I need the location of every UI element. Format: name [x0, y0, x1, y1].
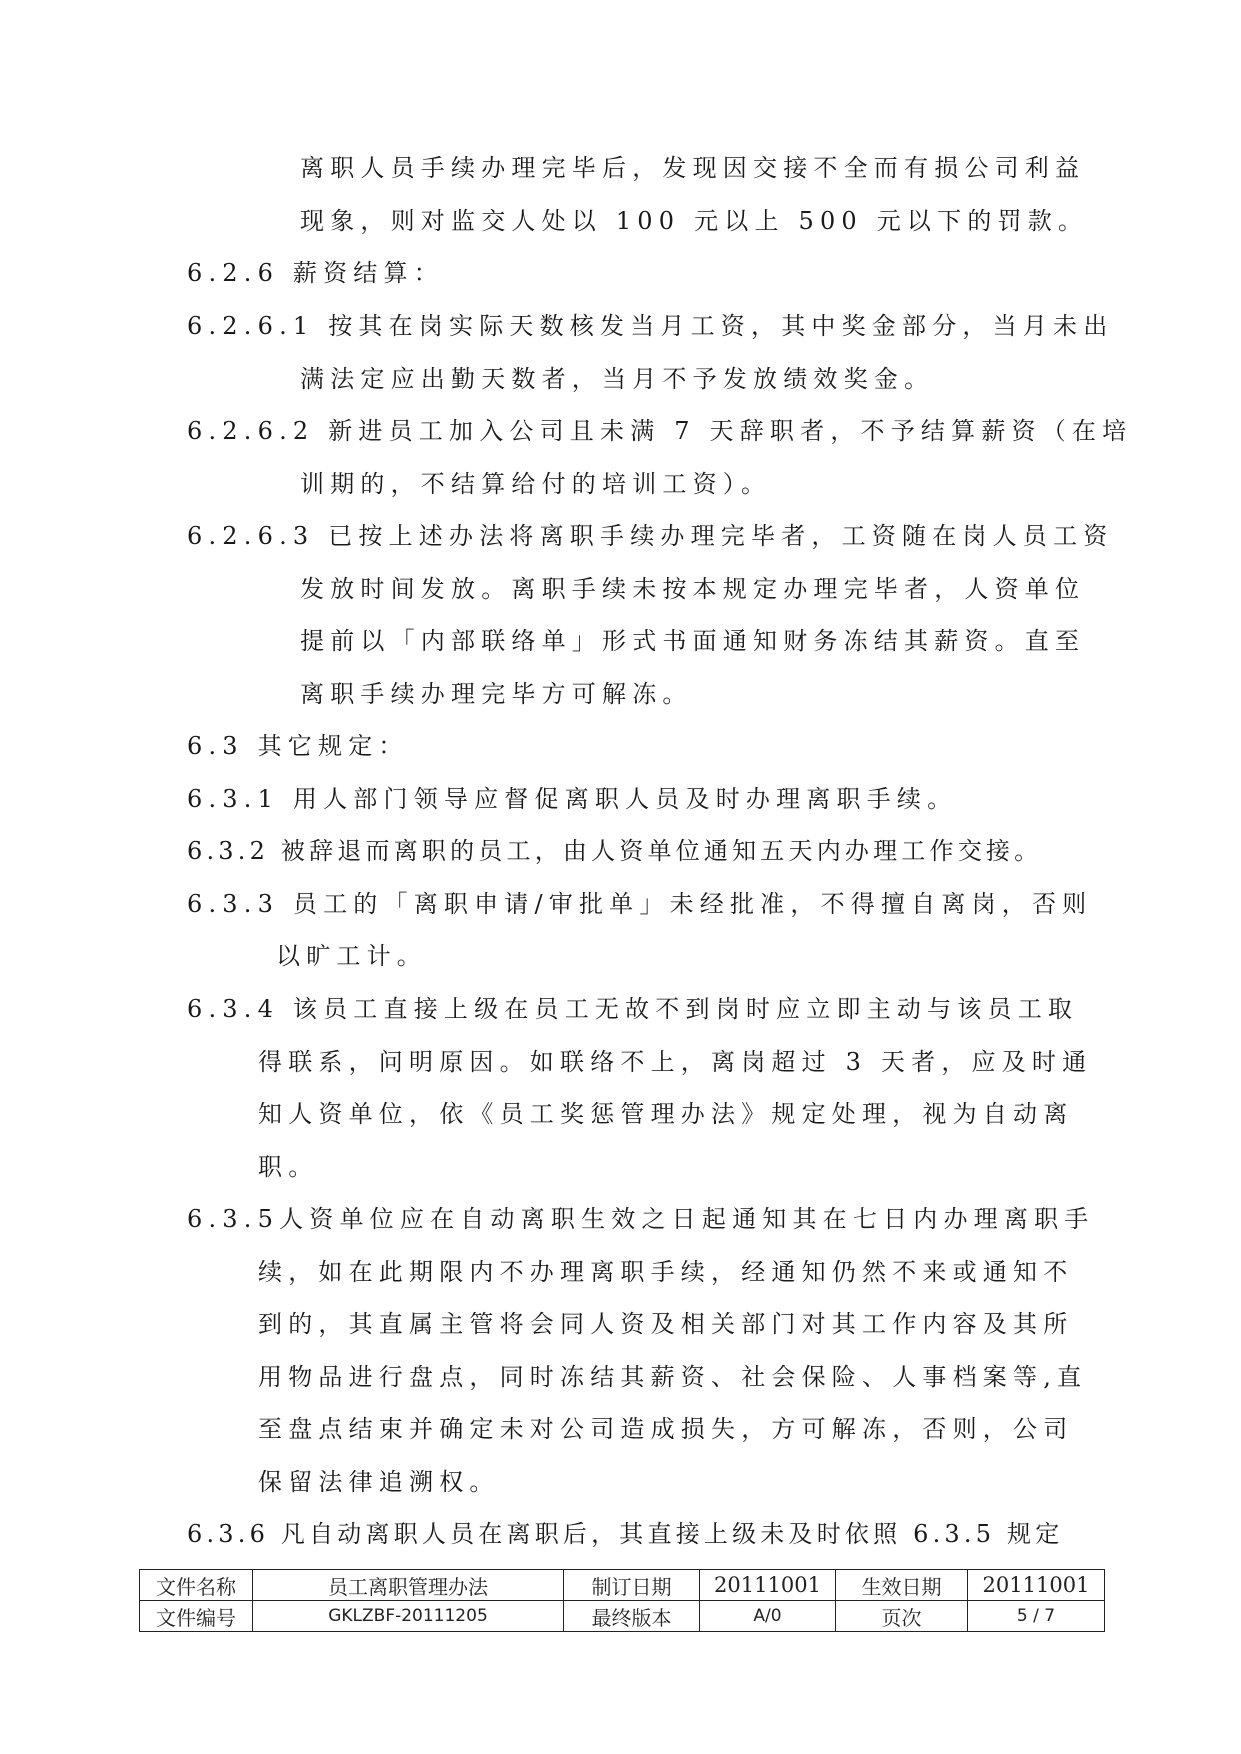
body-line: 保留法律追溯权。: [258, 1468, 500, 1496]
label-effective-date: 生效日期: [836, 1570, 968, 1601]
section-heading: 6.3 其它规定：: [187, 732, 409, 760]
body-line: 续，如在此期限内不办理离职手续，经通知仍然不来或通知不: [258, 1258, 1074, 1286]
body-line: 满法定应出勤天数者，当月不予发放绩效奖金。: [300, 365, 935, 393]
body-line: 6.3.4 该员工直接上级在员工无故不到岗时应立即主动与该员工取: [187, 995, 1079, 1023]
body-line: 到的，其直属主管将会同人资及相关部门对其工作内容及其所: [258, 1310, 1074, 1338]
body-line: 得联系，问明原因。如联络不上，离岗超过 3 天者，应及时通: [258, 1048, 1093, 1076]
doc-name: 员工离职管理办法: [253, 1570, 564, 1601]
label-doc-name: 文件名称: [140, 1570, 253, 1601]
body-line: 6.3.5人资单位应在自动离职生效之日起通知其在七日内办理离职手: [187, 1205, 1095, 1233]
label-final-version: 最终版本: [564, 1601, 700, 1632]
body-line: 6.2.6.2 新进员工加入公司且未满 7 天辞职者，不予结算薪资（在培: [187, 417, 1133, 445]
body-line: 6.3.3 员工的「离职申请/审批单」未经批准，不得擅自离岗，否则: [187, 890, 1093, 918]
info-row: [140, 1570, 1105, 1601]
body-line: 职。: [258, 1153, 319, 1181]
body-line: 发放时间发放。离职手续未按本规定办理完毕者，人资单位: [300, 575, 1086, 603]
body-line: 6.3.6 凡自动离职人员在离职后，其直接上级未及时依照 6.3.5 规定: [187, 1520, 1064, 1548]
body-line: 现象，则对监交人处以 100 元以上 500 元以下的罚款。: [300, 207, 1089, 235]
doc-code: GKLZBF-20111205: [253, 1601, 564, 1632]
page-number: 5 / 7: [968, 1601, 1105, 1632]
body-line: 6.3.2 被辞退而离职的员工，由人资单位通知五天内办理工作交接。: [187, 837, 1043, 865]
body-line: 6.2.6.1 按其在岗实际天数核发当月工资，其中奖金部分，当月未出: [187, 312, 1114, 340]
body-line: 离职人员手续办理完毕后，发现因交接不全而有损公司利益: [300, 154, 1086, 182]
body-line: 提前以「内部联络单」形式书面通知财务冻结其薪资。直至: [300, 627, 1086, 655]
made-date: 20111001: [700, 1570, 836, 1601]
body-line: 知人资单位，依《员工奖惩管理办法》规定处理，视为自动离: [258, 1100, 1074, 1128]
body-line: 离职手续办理完毕方可解冻。: [300, 680, 693, 708]
label-page: 页次: [836, 1601, 968, 1632]
effective-date: 20111001: [968, 1570, 1105, 1601]
label-made-date: 制订日期: [564, 1570, 700, 1601]
body-line: 用物品进行盘点，同时冻结其薪资、社会保险、人事档案等,直: [258, 1363, 1088, 1391]
body-line: 训期的，不结算给付的培训工资）。: [300, 470, 772, 498]
version: A/0: [700, 1601, 836, 1632]
body-line: 至盘点结束并确定未对公司造成损失，方可解冻，否则，公司: [258, 1415, 1074, 1443]
document-info-table: [139, 1569, 1105, 1632]
body-line: 6.3.1 用人部门领导应督促离职人员及时办理离职手续。: [187, 785, 958, 813]
body-line: 以旷工计。: [276, 942, 427, 970]
label-doc-code: 文件编号: [140, 1601, 253, 1632]
section-heading: 6.2.6 薪资结算：: [187, 259, 444, 287]
body-line: 6.2.6.3 已按上述办法将离职手续办理完毕者，工资随在岗人员工资: [187, 522, 1114, 550]
info-row: [140, 1601, 1105, 1632]
